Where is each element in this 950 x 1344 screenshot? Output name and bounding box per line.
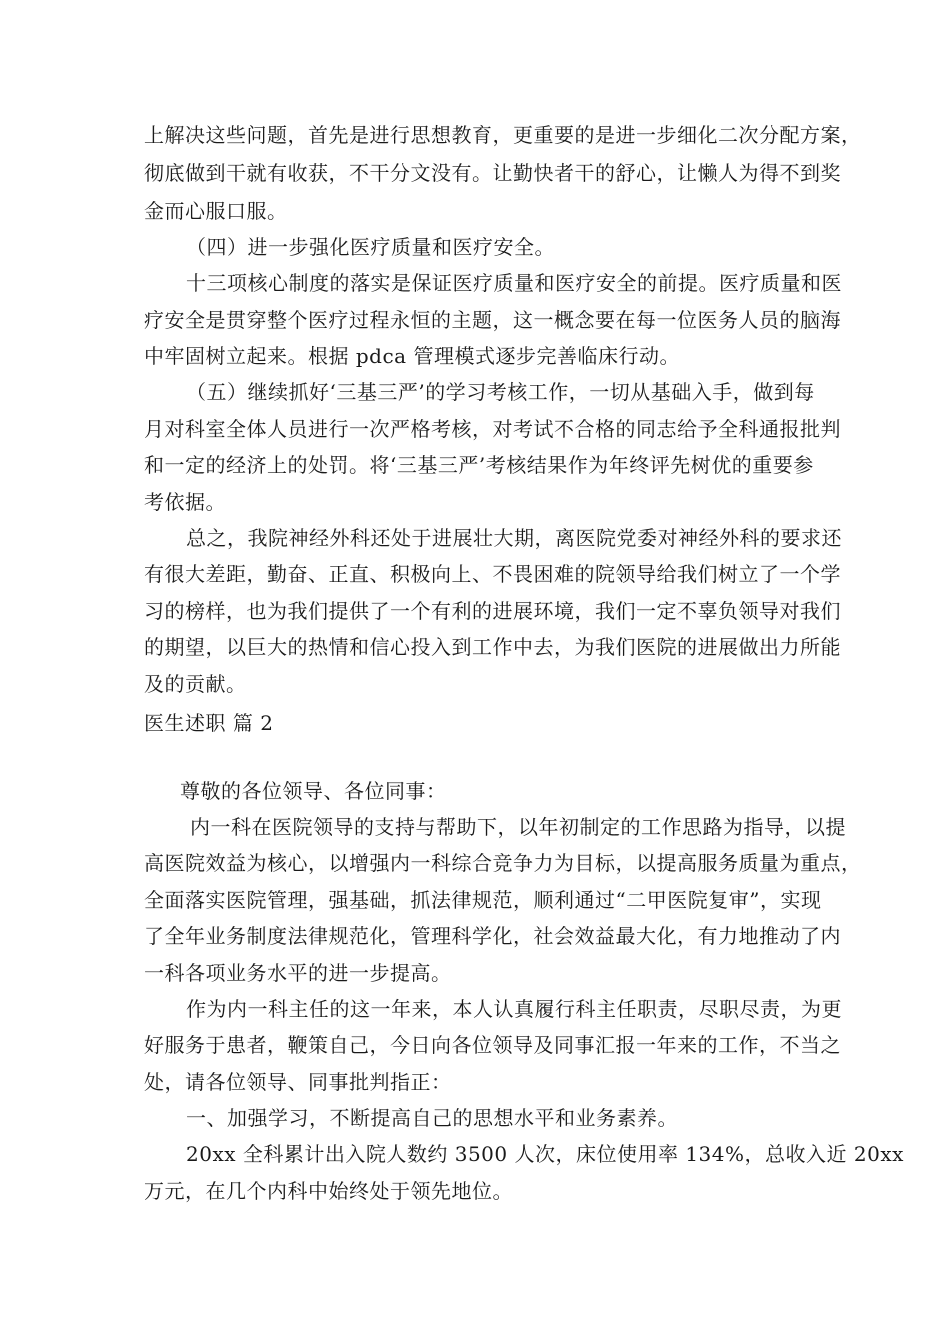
- section-heading: （四）进一步强化医疗质量和医疗安全。: [186, 235, 555, 259]
- paragraph-line: 中牢固树立起来。根据 pdca 管理模式逐步完善临床行动。: [144, 344, 680, 368]
- paragraph-line: 月对科室全体人员进行一次严格考核，对考试不合格的同志给予全科通报批判: [144, 417, 841, 441]
- paragraph-line: （五）继续抓好‘三基三严’的学习考核工作，一切从基础入手，做到每: [186, 380, 815, 404]
- paragraph-line: 考依据。: [144, 490, 226, 514]
- section-heading: 一、加强学习，不断提高自己的思想水平和业务素养。: [186, 1106, 678, 1130]
- paragraph-line: 高医院效益为核心，以增强内一科综合竞争力为目标，以提高服务质量为重点，: [144, 851, 862, 875]
- paragraph-line: 有很大差距，勤奋、正直、积极向上、不畏困难的院领导给我们树立了一个学: [144, 562, 841, 586]
- paragraph-line: 作为内一科主任的这一年来，本人认真履行科主任职责，尽职尽责，为更: [186, 997, 842, 1021]
- paragraph-line: 及的贡献。: [144, 672, 247, 696]
- paragraph-line: 了全年业务制度法律规范化，管理科学化，社会效益最大化，有力地推动了内: [144, 924, 841, 948]
- paragraph-line: 内一科在医院领导的支持与帮助下，以年初制定的工作思路为指导，以提: [190, 815, 846, 839]
- salutation: 尊敬的各位领导、各位同事：: [180, 779, 447, 803]
- paragraph-line: 金而心服口服。: [144, 199, 288, 223]
- paragraph-line: 疗安全是贯穿整个医疗过程永恒的主题，这一概念要在每一位医务人员的脑海: [144, 308, 841, 332]
- paragraph-line: 习的榜样，也为我们提供了一个有利的进展环境，我们一定不辜负领导对我们: [144, 599, 841, 623]
- paragraph-line: 上解决这些问题，首先是进行思想教育，更重要的是进一步细化二次分配方案，: [144, 123, 862, 147]
- paragraph-line: 的期望，以巨大的热情和信心投入到工作中去，为我们医院的进展做出力所能: [144, 635, 841, 659]
- paragraph-line: 总之，我院神经外科还处于进展壮大期，离医院党委对神经外科的要求还: [186, 526, 842, 550]
- paragraph-line: 好服务于患者，鞭策自己，今日向各位领导及同事汇报一年来的工作，不当之: [144, 1033, 841, 1057]
- paragraph-line: 彻底做到干就有收获，不干分文没有。让勤快者干的舒心，让懒人为得不到奖: [144, 161, 841, 185]
- paragraph-line: 全面落实医院管理，强基础，抓法律规范，顺利通过“二甲医院复审”，实现: [144, 888, 822, 912]
- paragraph-line: 十三项核心制度的落实是保证医疗质量和医疗安全的前提。医疗质量和医: [186, 271, 842, 295]
- paragraph-line: 20xx 全科累计出入院人数约 3500 人次，床位使用率 134%，总收入近 20xx: [186, 1142, 904, 1166]
- paragraph-line: 一科各项业务水平的进一步提高。: [144, 961, 452, 985]
- section-title: 医生述职 篇 2: [144, 711, 274, 735]
- paragraph-line: 处，请各位领导、同事批判指正：: [144, 1070, 452, 1094]
- paragraph-line: 和一定的经济上的处罚。将‘三基三严’考核结果作为年终评先树优的重要参: [144, 453, 814, 477]
- paragraph-line: 万元，在几个内科中始终处于领先地位。: [144, 1179, 513, 1203]
